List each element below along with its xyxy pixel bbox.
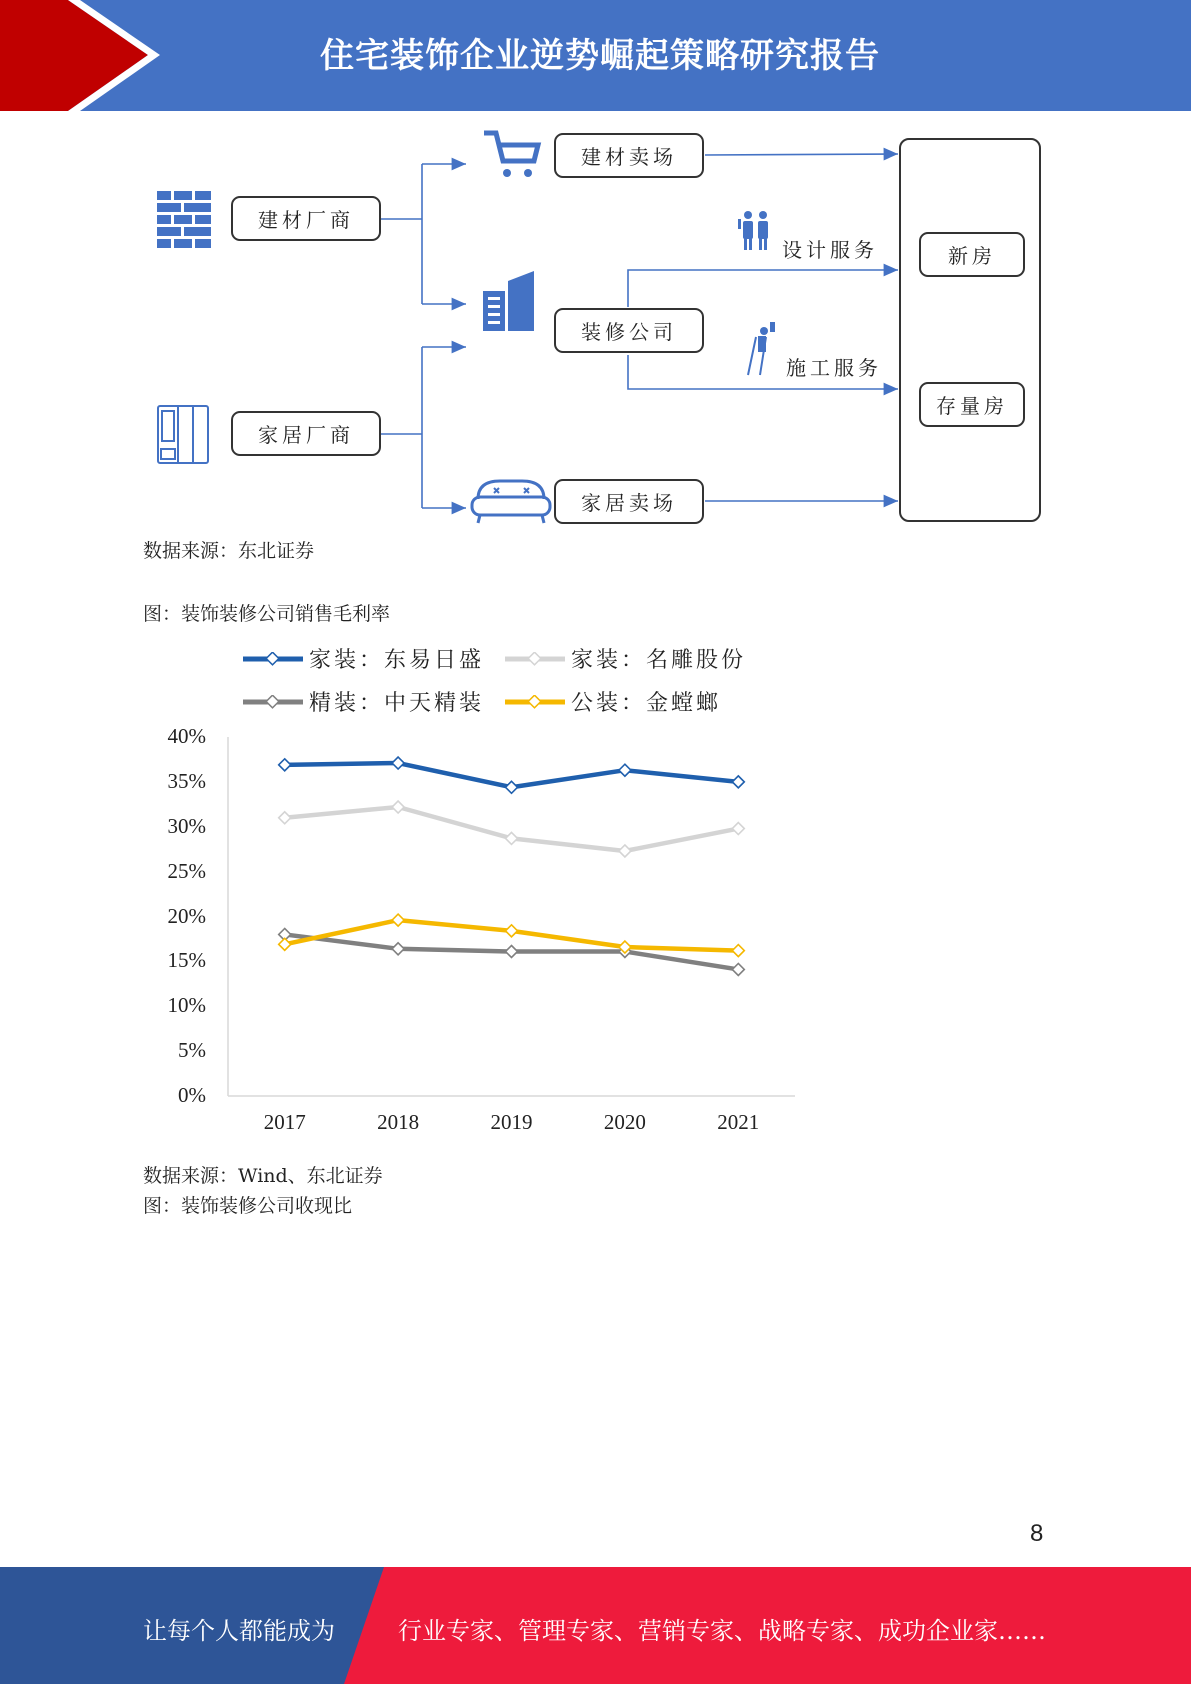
next-figure-title: 图：装饰装修公司收现比	[143, 1195, 353, 1217]
series-1-point	[732, 823, 744, 835]
series-3-point	[506, 925, 518, 937]
y-tick-label: 5%	[178, 1038, 206, 1063]
series-2-point	[506, 946, 518, 958]
node-building-material-maker: 建材厂商	[231, 196, 381, 241]
page-footer	[0, 1567, 1191, 1684]
series-0-point	[732, 776, 744, 788]
x-tick-label: 2018	[377, 1110, 420, 1134]
y-tick-label: 40%	[167, 724, 206, 748]
series-1-point	[392, 801, 404, 813]
series-0-point	[619, 764, 631, 776]
node-building-material-market: 建材卖场	[554, 133, 704, 178]
series-1-point	[619, 845, 631, 857]
y-tick-label: 15%	[167, 948, 206, 973]
legend-label-mingdiao: 家装：名雕股份	[571, 648, 747, 673]
label-design-service: 设计服务	[782, 238, 878, 262]
legend-label-jintanglang: 公装：金螳螂	[571, 691, 722, 716]
x-tick-label: 2017	[263, 1110, 306, 1134]
series-0-point	[392, 757, 404, 769]
y-tick-label: 0%	[178, 1083, 206, 1107]
page-title: 住宅装饰企业逆势崛起策略研究报告	[320, 36, 880, 76]
legend-label-dongyi: 家装：东易日盛	[309, 648, 485, 673]
node-home-furnishing-maker: 家居厂商	[231, 411, 381, 456]
y-tick-label: 30%	[167, 813, 206, 838]
y-tick-label: 25%	[167, 858, 206, 883]
y-tick-label: 35%	[167, 768, 206, 793]
node-new-house: 新房	[919, 232, 1025, 277]
series-3-point	[732, 945, 744, 957]
series-0-point	[279, 759, 291, 771]
y-tick-label: 20%	[167, 903, 206, 928]
x-tick-label: 2021	[717, 1110, 760, 1134]
node-existing-house: 存量房	[919, 382, 1025, 427]
series-3-point	[279, 938, 291, 950]
footer-slogan-right: 行业专家、管理专家、营销专家、战略专家、成功企业家……	[398, 1617, 1046, 1645]
node-decoration-company: 装修公司	[554, 308, 704, 353]
series-1-point	[279, 812, 291, 824]
x-tick-label: 2019	[490, 1110, 533, 1134]
y-tick-label: 10%	[167, 993, 206, 1018]
x-tick-label: 2020	[603, 1110, 646, 1134]
series-3-point	[392, 914, 404, 926]
series-2-point	[732, 963, 744, 975]
series-0-point	[506, 781, 518, 793]
page-number: 8	[1030, 1520, 1044, 1547]
figure-title: 图：装饰装修公司销售毛利率	[143, 603, 391, 625]
series-2-point	[392, 943, 404, 955]
chart-source: 数据来源：Wind、东北证券	[143, 1165, 383, 1187]
diagram-source: 数据来源：东北证券	[143, 540, 315, 562]
label-construction-service: 施工服务	[786, 356, 882, 380]
series-1-point	[506, 832, 518, 844]
legend-label-zhongtian: 精装：中天精装	[309, 691, 485, 716]
node-home-furnishing-market: 家居卖场	[554, 479, 704, 524]
footer-slogan-left: 让每个人都能成为	[143, 1617, 335, 1645]
